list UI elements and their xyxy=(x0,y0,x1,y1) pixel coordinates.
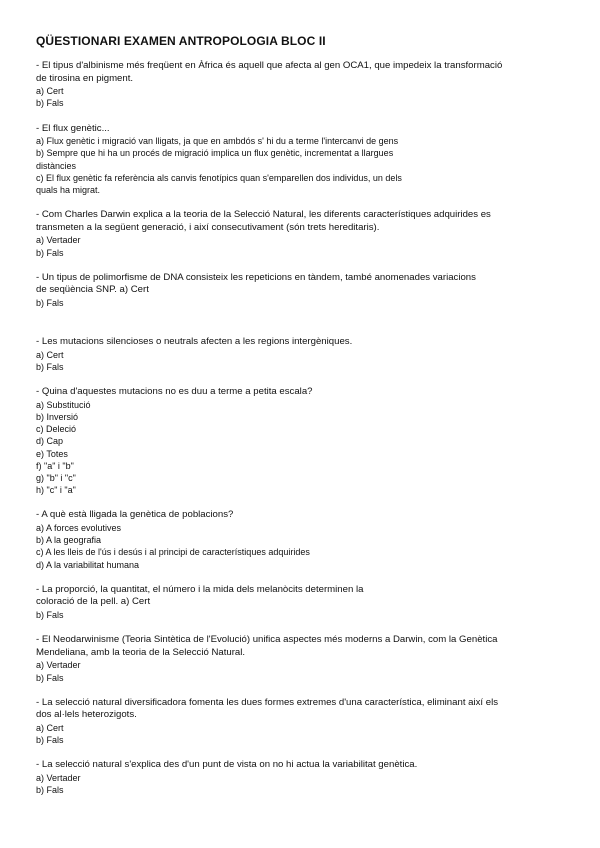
answer-option: g) "b" i "c" xyxy=(36,473,76,483)
answer-option: a) Cert xyxy=(36,722,64,733)
answer-option: b) Fals xyxy=(36,785,64,796)
question-text: - La selecció natural diversificadora fomenta les dues formes extremes d'una característica, eliminant així els xyxy=(36,696,499,708)
question-text: - Un tipus de polimorfisme de DNA consisteix les repeticions en tàndem, també anomenades variacions xyxy=(36,271,476,283)
answer-option: b) Fals xyxy=(36,735,64,746)
question-text: de tirosina en pigment. xyxy=(36,72,134,84)
answer-option: c) A les lleis de l'ús i desús i al principi de característiques adquirides xyxy=(36,547,310,558)
question-text: - Les mutacions silencioses o neutrals afecten a les regions intergèniques. xyxy=(36,336,353,348)
question-text: - La proporció, la quantitat, el número i la mida dels melanòcits determinen la xyxy=(36,583,364,595)
answer-option: a) Vertader xyxy=(36,235,81,246)
answer-option: h) "c" i "a" xyxy=(36,485,76,496)
question-block xyxy=(36,509,570,570)
answer-option: quals ha migrat. xyxy=(36,185,101,195)
question-text: transmeten a la següent generació, i així consecutivament (són trets hereditaris). xyxy=(36,221,380,233)
answer-option: b) Fals xyxy=(36,610,64,620)
answer-option: a) Vertader xyxy=(36,772,81,783)
question-block xyxy=(36,123,570,197)
answer-option: a) Flux genètic i migració van lligats, ja que en ambdós s' hi du a terme l'intercanvi de gens xyxy=(36,136,399,147)
answer-option: e) Totes xyxy=(36,448,68,459)
question-text: - El Neodarwinisme (Teoria Sintètica de l'Evolució) unifica aspectes més moderns a Darwin, com la Genètica xyxy=(36,634,498,646)
answer-option: b) Inversió xyxy=(36,411,79,422)
answer-option: a) Substitució xyxy=(36,399,91,410)
answer-option: b) A la geografia xyxy=(36,535,102,546)
answer-option: d) Cap xyxy=(36,436,64,447)
question-text: - A què està lligada la genètica de poblacions? xyxy=(36,509,234,521)
answer-option: a) Cert xyxy=(36,86,64,97)
page-title: QÜESTIONARI EXAMEN ANTROPOLOGIA BLOC II xyxy=(36,34,326,48)
answer-option: b) Fals xyxy=(36,361,64,372)
answer-option: a) Vertader xyxy=(36,660,81,671)
question-text: de seqüència SNP. a) Cert xyxy=(36,284,149,296)
question-block xyxy=(36,759,570,796)
question-block xyxy=(36,634,570,684)
answer-option: d) A la variabilitat humana xyxy=(36,559,140,570)
answer-option: b) Fals xyxy=(36,297,64,308)
question-list xyxy=(36,60,570,796)
answer-option: b) Fals xyxy=(36,672,64,683)
question-text: - Quina d'aquestes mutacions no es duu a terme a petita escala? xyxy=(36,386,313,398)
answer-option: a) A forces evolutives xyxy=(36,523,122,533)
question-text: dos al·lels heterozigots. xyxy=(36,709,137,721)
question-text: - La selecció natural s'explica des d'un punt de vista on no hi actua la variabilitat genètica. xyxy=(36,759,418,771)
answer-option: a) Cert xyxy=(36,349,64,360)
answer-option: c) El flux genètic fa referència als canvis fenotípics quan s'emparellen dos individus, un dels xyxy=(36,172,402,183)
blank-space xyxy=(36,322,570,336)
question-block xyxy=(36,386,570,496)
answer-option: distàncies xyxy=(36,160,77,171)
question-text: coloració de la pell. a) Cert xyxy=(36,596,151,608)
question-text: Mendeliana, amb la teoria de la Selecció Natural. xyxy=(36,646,246,658)
question-text: - Com Charles Darwin explica a la teoria de la Selecció Natural, les diferents característiques adquirides es xyxy=(36,209,491,221)
answer-option: f) "a" i "b" xyxy=(36,460,74,471)
question-block xyxy=(36,272,570,309)
question-block xyxy=(36,584,570,621)
answer-option: b) Sempre que hi ha un procés de migració implica un flux genètic, incrementat a llargues xyxy=(36,148,394,159)
question-text: - El tipus d'albinisme més freqüent en Àfrica és aquell que afecta al gen OCA1, que impedeix la transformació xyxy=(36,60,503,71)
question-block xyxy=(36,336,570,373)
answer-option: b) Fals xyxy=(36,247,64,258)
question-block xyxy=(36,209,570,259)
answer-option: c) Deleció xyxy=(36,424,77,435)
question-text: - El flux genètic... xyxy=(36,122,110,134)
question-block xyxy=(36,60,570,110)
answer-option: b) Fals xyxy=(36,98,64,109)
question-block xyxy=(36,697,570,747)
